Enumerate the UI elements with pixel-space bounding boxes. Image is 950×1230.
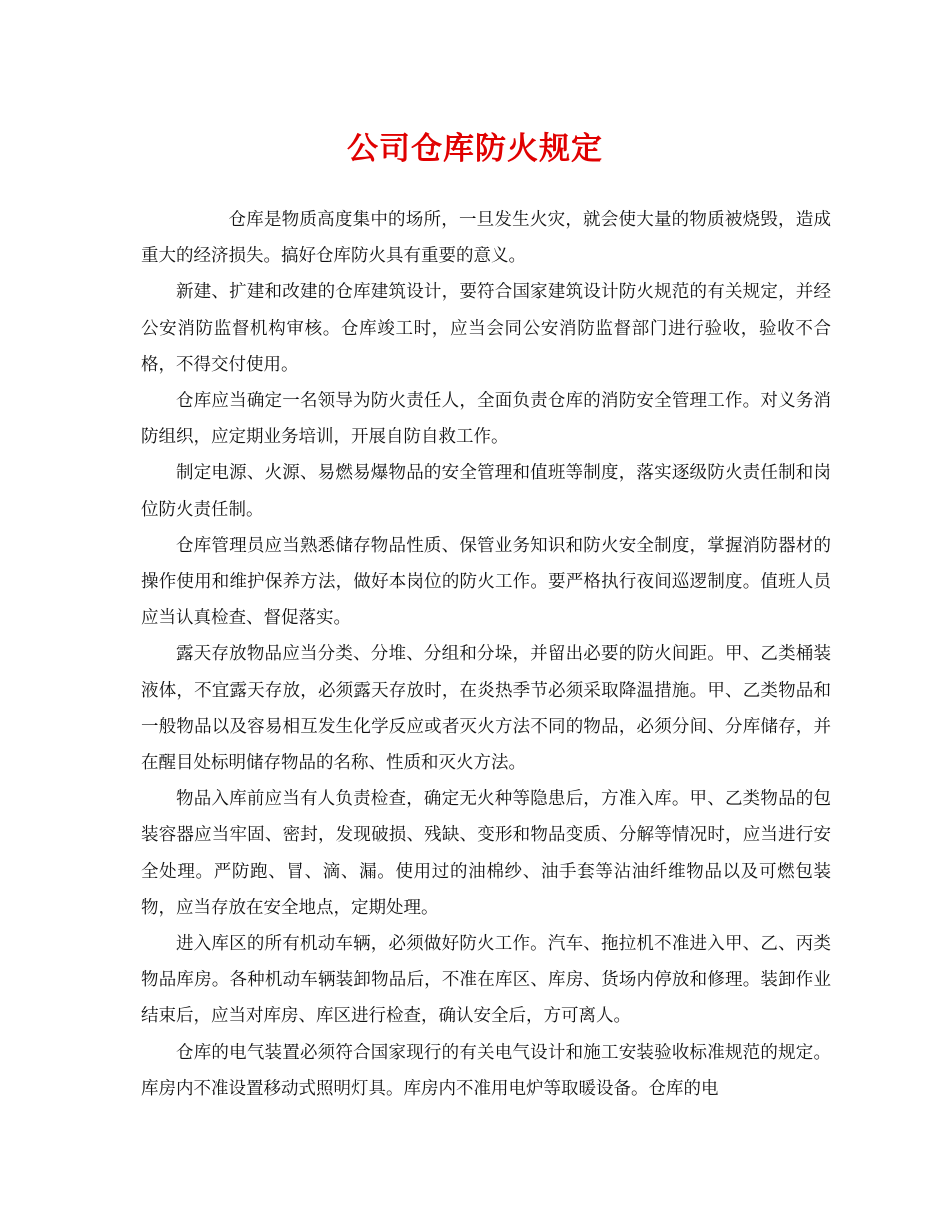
page-title: 公司仓库防火规定 [347, 131, 603, 167]
paragraph-8: 进入库区的所有机动车辆，必须做好防火工作。汽车、拖拉机不准进入甲、乙、丙类物品库房。各种机动车辆装卸物品后，不准在库区、库房、货场内停放和修理。装卸作业结束后，应当对库房、库区进行检查，确认安全后，方可离人。 [141, 934, 831, 1027]
paragraph-7: 物品入库前应当有人负责检查，确定无火种等隐患后，方准入库。甲、乙类物品的包装容器应当牢固、密封，发现破损、残缺、变形和物品变质、分解等情况时，应当进行安全处理。严防跑、冒、滴、漏。使用过的油棉纱、油手套等沾油纤维物品以及可燃包装物，应当存放在安全地点，定期处理。 [141, 789, 831, 918]
paragraph-9: 仓库的电气装置必须符合国家现行的有关电气设计和施工安装验收标准规范的规定。库房内不准设置移动式照明灯具。库房内不准用电炉等取暖设备。仓库的电 [141, 1042, 831, 1099]
document-body [141, 202, 831, 1107]
paragraph-1: 仓库是物质高度集中的场所，一旦发生火灾，就会使大量的物质被烧毁，造成重大的经济损失。搞好仓库防火具有重要的意义。 [141, 210, 831, 267]
paragraph-3: 仓库应当确定一名领导为防火责任人，全面负责仓库的消防安全管理工作。对义务消防组织，应定期业务培训，开展自防自救工作。 [141, 391, 831, 448]
paragraph-4: 制定电源、火源、易燃易爆物品的安全管理和值班等制度，落实逐级防火责任制和岗位防火责任制。 [141, 463, 831, 520]
paragraph-2: 新建、扩建和改建的仓库建筑设计，要符合国家建筑设计防火规范的有关规定，并经公安消防监督机构审核。仓库竣工时，应当会同公安消防监督部门进行验收，验收不合格，不得交付使用。 [141, 282, 831, 375]
paragraph-6: 露天存放物品应当分类、分堆、分组和分垛，并留出必要的防火间距。甲、乙类桶装液体，不宜露天存放，必须露天存放时，在炎热季节必须采取降温措施。甲、乙类物品和一般物品以及容易相互发生化学反应或者灭火方法不同的物品，必须分间、分库储存，并在醒目处标明储存物品的名称、性质和灭火方法。 [141, 644, 831, 774]
paragraph-5: 仓库管理员应当熟悉储存物品性质、保管业务知识和防火安全制度，掌握消防器材的操作使用和维护保养方法，做好本岗位的防火工作。要严格执行夜间巡逻制度。值班人员应当认真检查、督促落实。 [141, 535, 831, 629]
